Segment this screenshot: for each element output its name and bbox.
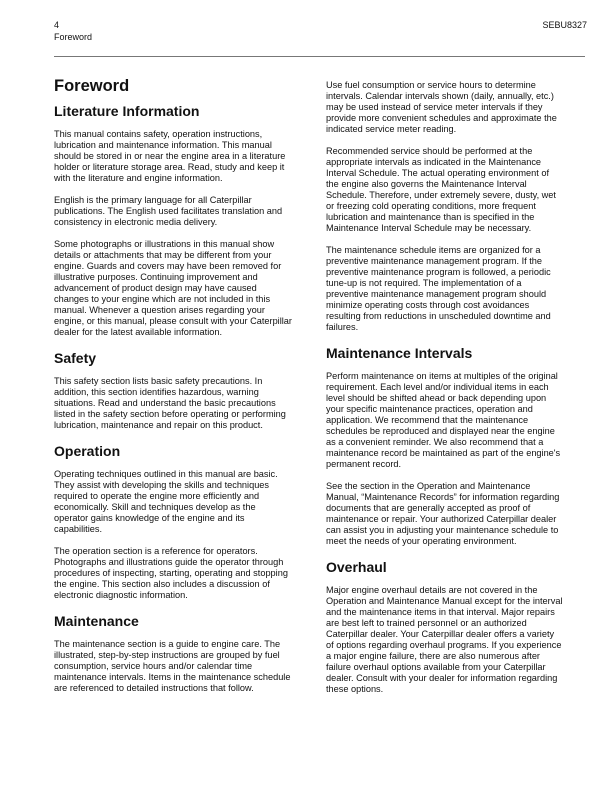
section-literature-information	[54, 102, 292, 338]
section-heading: Overhaul	[326, 559, 387, 575]
section-heading: Maintenance Intervals	[326, 345, 473, 361]
section-heading: Safety	[54, 350, 97, 366]
section-operation	[54, 442, 292, 601]
section-heading: Operation	[54, 443, 121, 459]
section-maintenance	[54, 612, 292, 694]
section-safety	[54, 349, 292, 431]
section-maintenance-intervals	[326, 344, 564, 547]
paragraph: Operating techniques outlined in this manual are basic. They assist with developing the skills and techniques required to operate the engine more efficiently and economically. Skill and techniques develop as the operator gains knowledge of the engine and its capabilities.	[54, 469, 278, 534]
paragraph: English is the primary language for all Caterpillar publications. The English used facilitates translation and consistency in electronic media delivery.	[54, 195, 283, 227]
page-number: 4	[54, 20, 60, 30]
paragraph: This safety section lists basic safety precautions. In addition, this section identifies hazardous, warning situations. Read and understand the basic precautions listed in the safety section before operating or performing lubrication, maintenance and repair on this product.	[54, 376, 286, 430]
section-heading: Maintenance	[54, 613, 139, 629]
paragraph: This manual contains safety, operation instructions, lubrication and maintenance information. This manual should be stored in or near the engine area in a literature holder or literature storage area. Read, study and keep it with the literature and engine information.	[54, 129, 286, 183]
paragraph: The maintenance section is a guide to engine care. The illustrated, step-by-step instructions are grouped by fuel consumption, service hours and/or calendar time maintenance intervals. Items in the maintenance schedule are referenced to detailed instructions that follow.	[54, 639, 291, 693]
section-overhaul	[326, 558, 564, 695]
document-id: SEBU8327	[542, 20, 587, 30]
header-section-name: Foreword	[54, 32, 93, 42]
section-maintenance-continued	[326, 80, 564, 333]
paragraph: Major engine overhaul details are not covered in the Operation and Maintenance Manual except for the interval and the maintenance items in that interval. Major repairs are best left to trained personnel or an authorized Caterpillar dealer. Your Caterpillar dealer offers a variety of options regarding overhaul programs. If you experience a major engine failure, there are also numerous after failure overhaul options available from your Caterpillar dealer. Consult with your dealer for information regarding these options.	[326, 585, 563, 694]
left-column	[54, 76, 292, 705]
paragraph: Some photographs or illustrations in this manual show details or attachments that may be different from your engine. Guards and covers may have been removed for illustrative purposes. Continuing improvement and advancement of product design may have caused changes to your engine which are not included in this manual. Whenever a question arises regarding your engine, or this manual, please consult with your Caterpillar dealer for the latest available information.	[54, 239, 292, 337]
paragraph: The maintenance schedule items are organized for a preventive maintenance management program. If the preventive maintenance program is followed, a periodic tune-up is not required. The implementation of a preventive maintenance management program should minimize operating costs through cost avoidances resulting from reductions in unscheduled downtime and failures.	[326, 245, 551, 332]
paragraph: See the section in the Operation and Maintenance Manual, “Maintenance Records” for information regarding documents that are generally accepted as proof of maintenance or repair. Your authorized Caterpillar dealer can assist you in adjusting your maintenance schedule to meet the needs of your operating environment.	[326, 481, 560, 546]
paragraph: Recommended service should be performed at the appropriate intervals as indicated in the Maintenance Interval Schedule. The actual operating environment of the engine also governs the Maintenance Interval Schedule. Therefore, under extremely severe, dusty, wet or freezing cold operating conditions, more frequent lubrication and maintenance than is specified in the Maintenance Interval Schedule may be necessary.	[326, 146, 556, 233]
paragraph: Use fuel consumption or service hours to determine intervals. Calendar intervals shown (daily, annually, etc.) may be used instead of service meter intervals if they provide more convenient schedules and approximate the indicated service meter reading.	[326, 80, 557, 134]
header-divider	[54, 56, 585, 57]
paragraph: Perform maintenance on items at multiples of the original requirement. Each level and/or individual items in each level should be shifted ahead or back depending upon your specific maintenance practices, operation and application. We recommend that the maintenance schedules be reproduced and displayed near the engine as a convenient reminder. We also recommend that a maintenance record be maintained as part of the engine's permanent record.	[326, 371, 561, 469]
paragraph: The operation section is a reference for operators. Photographs and illustrations guide the operator through procedures of inspecting, starting, operating and stopping the engine. This section also includes a discussion of electronic diagnostic information.	[54, 546, 288, 600]
running-header-left	[54, 19, 92, 43]
section-heading: Literature Information	[54, 103, 200, 119]
right-column	[326, 80, 564, 706]
page-title: Foreword	[54, 77, 130, 95]
